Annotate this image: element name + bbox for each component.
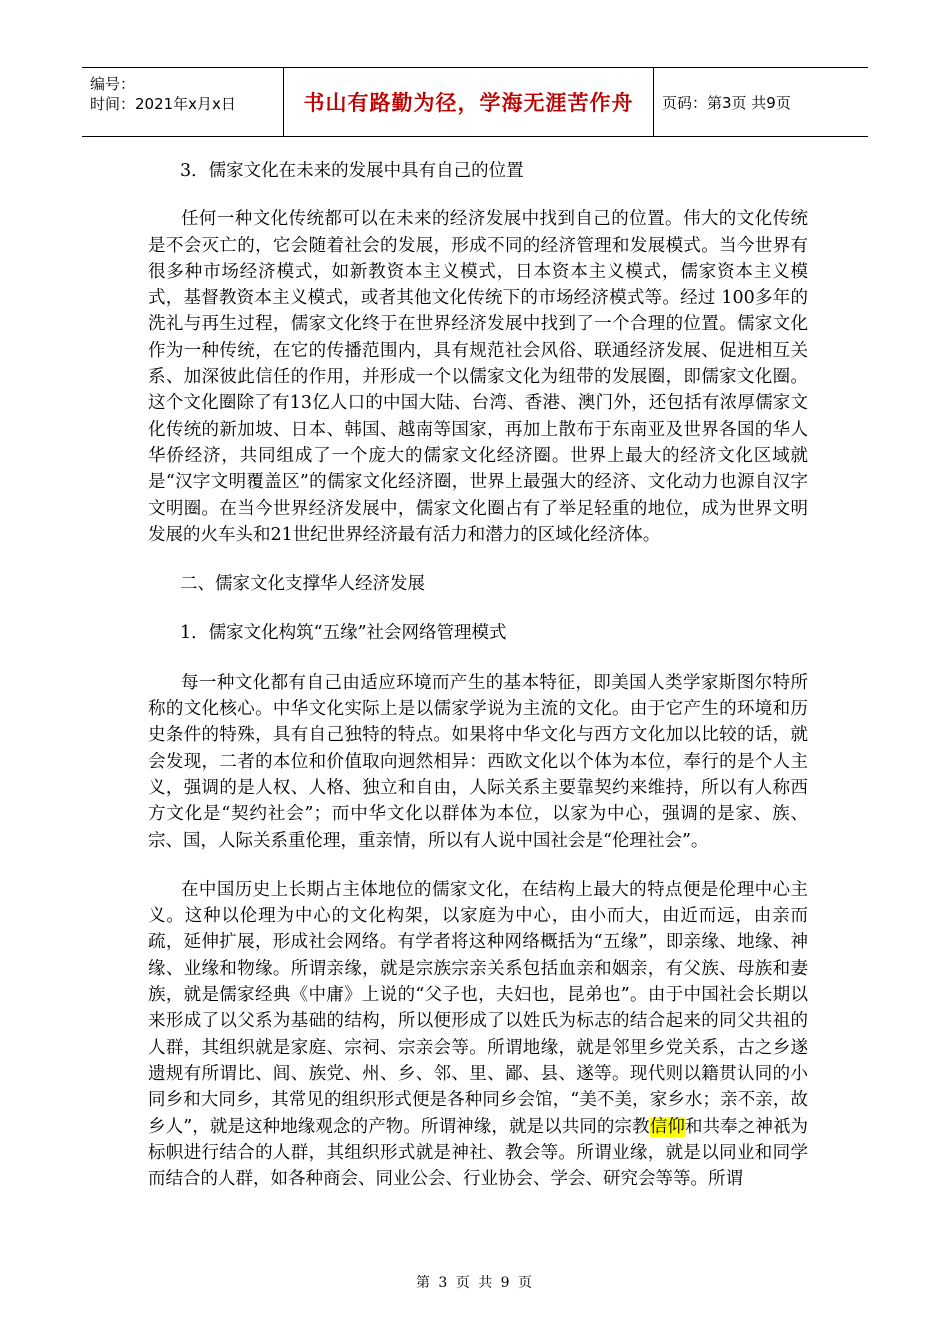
document-body (148, 158, 808, 1192)
section-heading-2: 二、儒家文化支撑华人经济发展 (180, 574, 425, 595)
paragraph-cultural-core: 每一种文化都有自己由适应环境而产生的基本特征，即美国人类学家斯图尔特所称的文化核心。中华文化实际上是以儒家学说为主流的文化。由于它产生的环境和历史条件的特殊，具有自己独特的特点。如果将中华文化与西方文化加以比较的话，就会发现，二者的本位和价值取向迥然相异：西欧文化以个体为本位，奉行的是个人主义，强调的是人权、人格、独立和自由，人际关系主要靠契约来维持，所以有人称西方文化是“契约社会”；而中华文化以群体为本位，以家为中心，强调的是家、族、宗、国，人际关系重伦理，重亲情，所以有人说中国社会是“伦理社会”。 (148, 672, 808, 851)
header-motto: 书山有路勤为径，学海无涯苦作舟 (284, 68, 654, 136)
header-date-label: 时间：2021年x月x日 (90, 95, 236, 113)
page-footer: 第 3 页 共 9 页 (415, 1275, 535, 1291)
paragraph-five-ties-part2: 和共奉之神祇为标帜进行结合的人群，其组织形式就是神社、教会等。所谓业缘，就是以同业和同学而结合的人群，如各种商会、同业公会、行业协会、学会、研究会等等。所谓 (148, 1116, 809, 1190)
page-header (82, 67, 868, 137)
paragraph-five-ties (148, 877, 808, 1193)
section-heading-3: 3．儒家文化在未来的发展中具有自己的位置 (180, 161, 524, 181)
header-number-label: 编号： (90, 75, 136, 93)
paragraph-five-ties-part1: 在中国历史上长期占主体地位的儒家文化，在结构上最大的特点便是伦理中心主义。这种以伦理为中心的文化构架，以家庭为中心，由小而大，由近而远，由亲而疏，延伸扩展，形成社会网络。有学者将这种网络概括为“五缘”，即亲缘、地缘、神缘、业缘和物缘。所谓亲缘，就是宗族宗亲关系包括血亲和姻亲，有父族、母族和妻族，就是儒家经典《中庸》上说的“父子也，夫妇也，昆弟也”。由于中国社会长期以来形成了以父系为基础的结构，所以便形成了以姓氏为标志的结合起来的同父共祖的人群，其组织就是家庭、宗祠、宗亲会等。所谓地缘，就是邻里乡党关系，古之乡遂遗规有所谓比、闾、族党、州、乡、邻、里、鄙、县、遂等。现代则以籍贯认同的小同乡和大同乡，其常见的组织形式便是各种同乡会馆，“美不美，家乡水；亲不亲，故乡人”，就是这种地缘观念的产物。所谓神缘，就是以共同的宗教 (148, 879, 808, 1137)
highlighted-word: 信仰 (649, 1116, 685, 1137)
header-meta (82, 68, 284, 136)
header-page-label: 页码：第3页 共9页 (662, 93, 791, 112)
paragraph-confucian-position: 任何一种文化传统都可以在未来的经济发展中找到自己的位置。伟大的文化传统是不会灭亡的，它会随着社会的发展，形成不同的经济管理和发展模式。当今世界有很多种市场经济模式，如新教资本主义模式，日本资本主义模式，儒家资本主义模式，基督教资本主义模式，或者其他文化传统下的市场经济模式等。经过 100多年的洗礼与再生过程，儒家文化终于在世界经济发展中找到了一个合理的位置。儒家文化作为一种传统，在它的传播范围内，具有规范社会风俗、联通经济发展、促进相互关系、加深彼此信任的作用，并形成一个以儒家文化为纽带的发展圈，即儒家文化圈。这个文化圈除了有13亿人口的中国大陆、台湾、香港、澳门外，还包括有浓厚儒家文化传统的新加坡、日本、韩国、越南等国家，再加上散布于东南亚及世界各国的华人华侨经济，共同组成了一个庞大的儒家文化经济圈。世界上最大的经济文化区域就是“汉字文明覆盖区”的儒家文化经济圈，世界上最强大的经济、文化动力也源自汉字文明圈。在当今世界经济发展中，儒家文化圈占有了举足轻重的地位，成为世界文明发展的火车头和21世纪世界经济最有活力和潜力的区域化经济体。 (148, 209, 808, 545)
section-heading-2-1: 1．儒家文化构筑“五缘”社会网络管理模式 (180, 623, 507, 644)
